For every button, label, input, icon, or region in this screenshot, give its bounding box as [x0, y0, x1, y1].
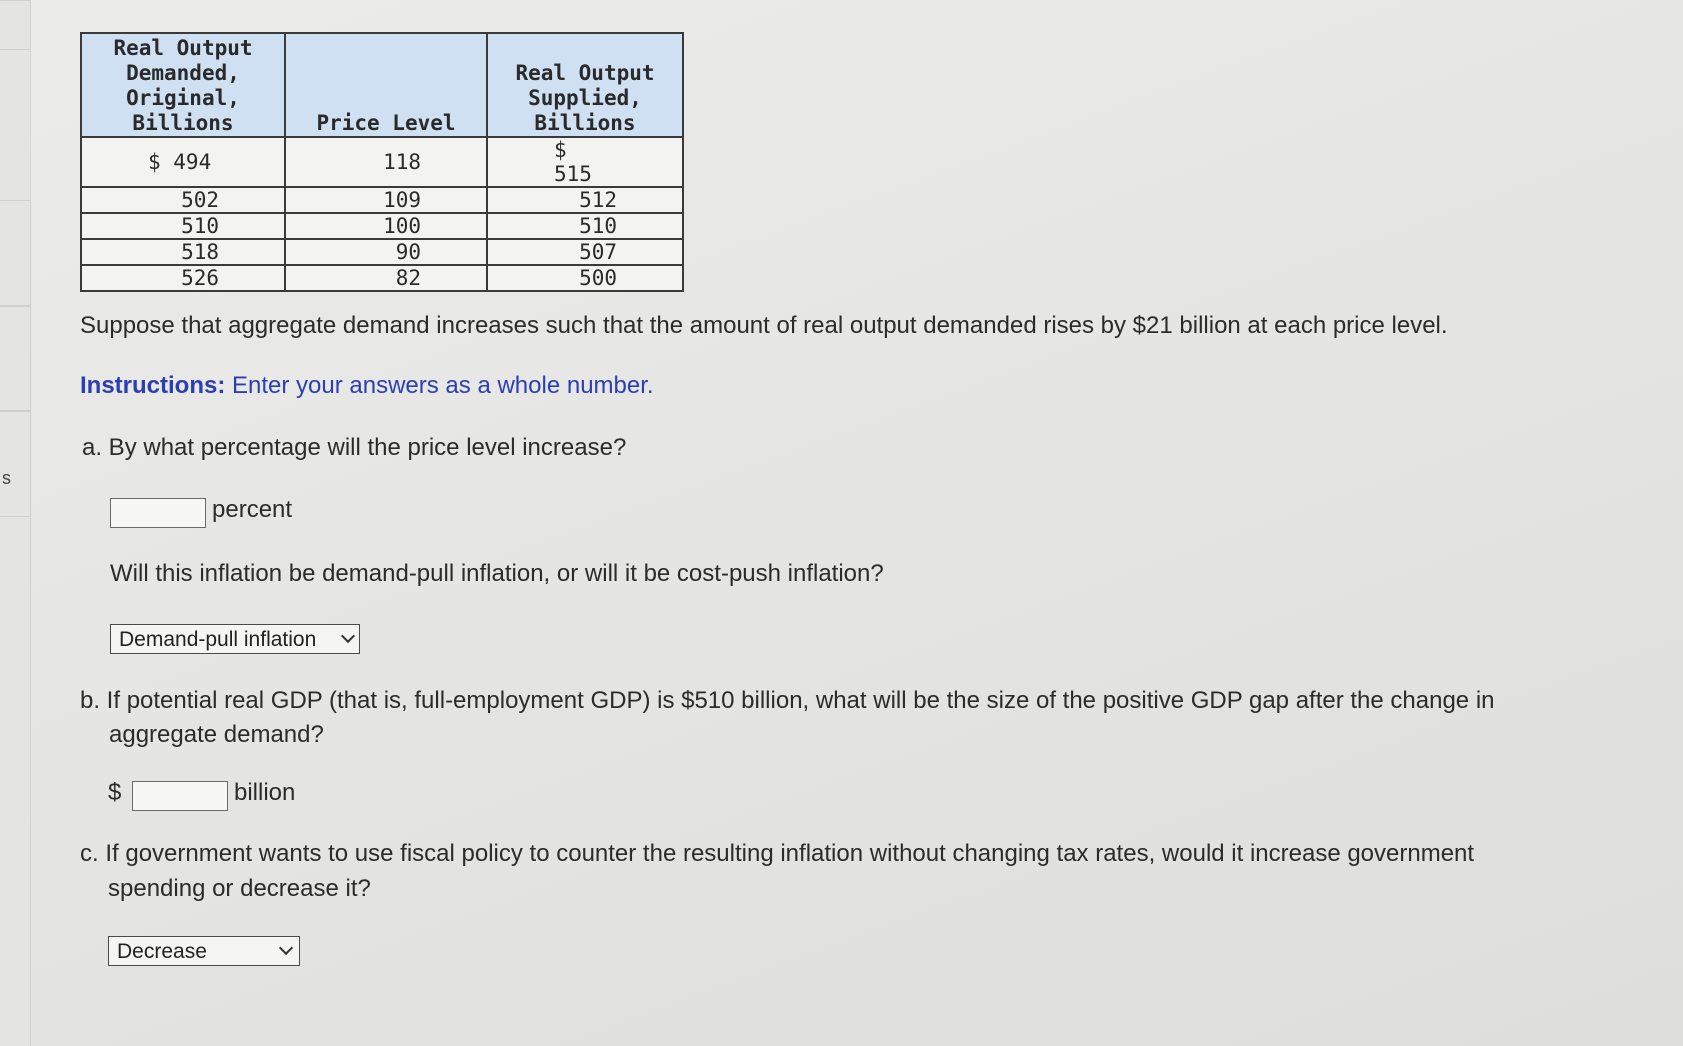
gdp-gap-input[interactable] [132, 781, 228, 811]
left-panel-tab[interactable] [0, 200, 31, 307]
left-panel-edge [0, 0, 31, 1046]
chevron-down-icon [279, 941, 293, 955]
left-panel-tab[interactable] [0, 305, 31, 412]
header-real-output-supplied [487, 33, 683, 137]
cell-supplied: 512 [487, 187, 683, 213]
header-line: Real Output [515, 61, 655, 85]
inflation-type-select[interactable] [110, 624, 360, 654]
header-line: Billions [132, 111, 234, 135]
percent-input[interactable] [110, 498, 206, 528]
cell-supplied: 500 [487, 265, 683, 291]
header-line: Original, [126, 86, 240, 110]
instructions [80, 370, 654, 402]
table-row [81, 187, 683, 213]
left-panel-tab[interactable] [0, 410, 31, 517]
question-b-line1: b. If potential real GDP (that is, full-employment GDP) is $510 billion, what will be the size of the positive GDP gap after the change in [80, 687, 1495, 714]
cell-price-level: 82 [285, 265, 487, 291]
question-a: a. By what percentage will the price level increase? [82, 434, 627, 461]
cell-price-level: 90 [285, 239, 487, 265]
cell-demanded: 526 [81, 265, 285, 291]
cell-supplied: 507 [487, 239, 683, 265]
cell-price-level: 100 [285, 213, 487, 239]
intro-text: Suppose that aggregate demand increases such that the amount of real output demanded rises by $21 billion at each price level. [80, 312, 1448, 339]
table-row [81, 239, 683, 265]
question-a-followup: Will this inflation be demand-pull inflation, or will it be cost-push inflation? [110, 560, 884, 587]
cell-supplied: $ 515 [487, 137, 683, 187]
header-line: Demanded, [126, 61, 240, 85]
cell-demanded: 518 [81, 239, 285, 265]
header-line: Supplied, [528, 86, 642, 110]
cell-price-level: 109 [285, 187, 487, 213]
question-b-line2: aggregate demand? [109, 721, 324, 748]
fiscal-policy-select[interactable] [108, 936, 300, 966]
inflation-type-selected: Demand-pull inflation [119, 628, 317, 651]
instructions-label: Instructions: [80, 372, 226, 399]
cell-supplied: 510 [487, 213, 683, 239]
table-row [81, 265, 683, 291]
header-line: Billions [534, 111, 636, 135]
header-price-level [285, 33, 487, 137]
percent-unit-label: percent [212, 496, 293, 523]
table-header-row [81, 33, 683, 137]
dollar-prefix: $ [108, 779, 122, 806]
data-table [80, 32, 684, 292]
cell-demanded: 502 [81, 187, 285, 213]
header-real-output-demanded [81, 33, 285, 137]
question-c-line1: c. If government wants to use fiscal policy to counter the resulting inflation without changing tax rates, would it increase government [80, 840, 1475, 867]
table-row [81, 137, 683, 187]
instructions-text: Enter your answers as a whole number. [225, 372, 654, 399]
left-panel-label: s [2, 468, 11, 488]
header-line: Real Output [113, 36, 253, 60]
cell-price-level: 118 [285, 137, 487, 187]
header-line: Price Level [316, 111, 456, 135]
billion-unit-label: billion [234, 779, 296, 806]
table-row [81, 213, 683, 239]
left-panel-tab[interactable] [0, 0, 31, 50]
cell-demanded: $ 494 [81, 137, 285, 187]
cell-demanded: 510 [81, 213, 285, 239]
fiscal-policy-selected: Decrease [117, 940, 207, 963]
question-c-line2: spending or decrease it? [108, 875, 371, 902]
chevron-down-icon [341, 629, 355, 643]
